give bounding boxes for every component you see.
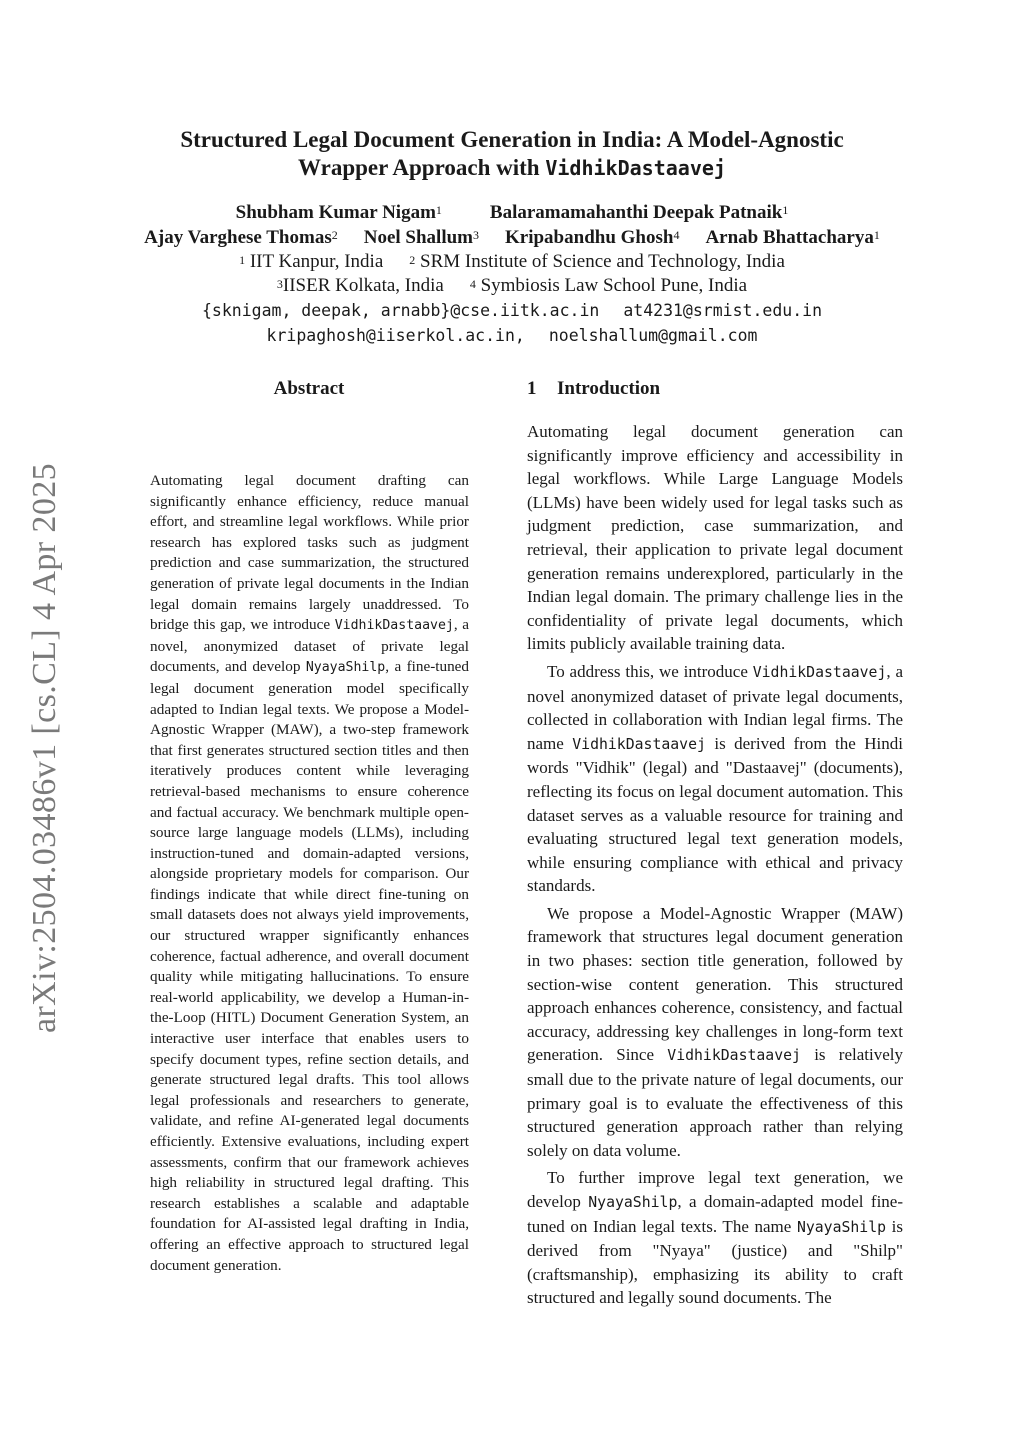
author-affiliation-mark: 2 — [331, 228, 338, 242]
abstract-text-part: Automating legal document drafting can significantly enhance efficiency, reduce manual effort, and streamline legal workflows. While prior research has explored tasks such as judgment prediction and case summarization, the structured generation of private legal documents in the Indian legal domain remains largely unaddressed. To bridge this gap, we introduce — [150, 472, 469, 634]
dataset-name: VidhikDastaavej — [334, 618, 454, 634]
email: at4231@srmist.edu.in — [623, 301, 823, 320]
introduction-paragraph-2 — [527, 660, 903, 898]
author-row-1 — [0, 200, 1024, 225]
affiliation: SRM Institute of Science and Technology, India — [420, 251, 785, 272]
affiliation-mark: 1 — [239, 253, 246, 267]
affiliation-row-1 — [0, 250, 1024, 274]
paragraph-text: , a domain-adapted model fine-tuned on Indian legal texts. The name — [527, 1192, 903, 1236]
introduction-body — [527, 420, 903, 1314]
author-affiliation-mark: 4 — [673, 228, 680, 242]
author-name: Shubham Kumar Nigam — [235, 202, 436, 223]
email: noelshallum@gmail.com — [548, 326, 758, 345]
paragraph-text: is derived from "Nyaya" (justice) and "Shilp" (craftsmanship), emphasizing its ability to craft structured and legally sound documents. The — [527, 1216, 903, 1308]
paragraph-text: is relatively small due to the private nature of legal documents, our primary goal is to evaluate the effectiveness of this structured generation approach rather than relying solely on data volume. — [527, 1045, 903, 1160]
title-dataset-name: VidhikDastaavej — [545, 156, 726, 180]
author-name: Kripabandhu Ghosh — [505, 227, 674, 248]
introduction-paragraph-4 — [527, 1166, 903, 1310]
arxiv-identifier: arXiv:2504.03486v1 [cs.CL] 4 Apr 2025 — [26, 462, 63, 1034]
dataset-name: VidhikDastaavej — [667, 1047, 801, 1065]
title-line-2-prefix: Wrapper Approach with — [298, 155, 546, 180]
abstract-heading: Abstract — [273, 378, 345, 399]
author-row-2 — [0, 225, 1024, 250]
affiliation: Symbiosis Law School Pune, India — [480, 275, 748, 296]
model-name: NyayaShilp — [796, 1218, 887, 1236]
email-row-1 — [0, 298, 1024, 323]
introduction-paragraph-3 — [527, 902, 903, 1163]
affiliation-mark: 3 — [276, 277, 283, 291]
section-number: 1 — [527, 378, 537, 399]
email: {sknigam, deepak, arnabb}@cse.iitk.ac.in — [201, 301, 600, 320]
author-affiliation-mark: 1 — [782, 203, 789, 217]
author-name: Ajay Varghese Thomas — [144, 227, 332, 248]
section-title: Introduction — [557, 378, 661, 399]
affiliation-row-2 — [0, 274, 1024, 298]
author-affiliation-mark: 3 — [473, 228, 479, 242]
title-line-2 — [0, 154, 1024, 182]
paragraph-text: is derived from the Hindi words "Vidhik" (legal) and "Dastaavej" (documents), reflecting its focus on legal document automation. This dataset serves as a valuable resource for training and evaluating structured legal text generation models, while ensuring compliance with ethical and privacy standards. — [527, 733, 903, 896]
paragraph-text: We propose a Model-Agnostic Wrapper (MAW) framework that structures legal document generation in two phases: section title generation, followed by section-wise content generation. This structured approach enhances coherence, consistency, and factual accuracy, addressing key challenges in long-form text generation. Since — [527, 903, 903, 1065]
paragraph-text: To address this, we introduce — [547, 661, 753, 681]
paragraph-text: , a novel anonymized dataset of private legal documents, collected in collaboration with Indian legal firms. The name — [527, 661, 904, 753]
author-name: Balaramamahanthi Deepak Patnaik — [489, 202, 783, 223]
affiliation: IIT Kanpur, India — [249, 251, 384, 272]
email: kripaghosh@iiserkol.ac.in, — [266, 326, 525, 345]
abstract-text — [150, 471, 469, 1276]
title-line-1: Structured Legal Document Generation in India: A Model-Agnostic — [180, 127, 844, 152]
abstract-text-part: , a fine-tuned legal document generation model specifically adapted to Indian legal texts. We propose a Model-Agnostic Wrapper (MAW), a two-step framework that first generates structured section titles and then iteratively produces content while leveraging retrieval-based mechanisms to ensure coherence and factual accuracy. We benchmark multiple open-source large language models (LLMs), including instruction-tuned and domain-adapted versions, alongside proprietary models for comparison. Our findings indicate that while direct fine-tuning on small datasets does not always yield improvements, our structured wrapper significantly enhances coherence, factual adherence, and overall document quality while mitigating hallucinations. To ensure real-world applicability, we develop a Human-in-the-Loop (HITL) Document Generation System, an interactive user interface that enables users to specify document types, refine section details, and generate structured legal drafts. This tool allows legal professionals and researchers to generate, validate, and refine AI-generated legal documents efficiently. Extensive evaluations, including expert assessments, confirm that our framework achieves high reliability in structured legal drafting. This research establishes a scalable and adaptable foundation for AI-assisted legal drafting in India, offering an effective approach to structured legal document generation. — [150, 658, 469, 1274]
introduction-paragraph-1: Automating legal document generation can significantly improve efficiency and accessibility in legal workflows. While Large Language Models (LLMs) have been widely used for legal tasks such as judgment prediction, case summarization, and retrieval, their application to private legal document generation remains underexplored, particularly in the Indian legal domain. The primary challenge lies in the confidentiality of private legal documents, which limits publicly available training data. — [527, 422, 903, 654]
author-affiliation-mark: 1 — [873, 228, 880, 242]
author-name: Noel Shallum — [363, 227, 473, 248]
author-block — [0, 200, 1024, 348]
section-heading-introduction — [527, 378, 660, 400]
affiliation: IISER Kolkata, India — [282, 275, 444, 296]
abstract-text-part: , a novel, anonymized dataset of private legal documents, and develop — [150, 616, 470, 676]
author-name: Arnab Bhattacharya — [705, 227, 874, 248]
model-name: NyayaShilp — [305, 660, 386, 676]
model-name: NyayaShilp — [588, 1194, 678, 1211]
dataset-name: VidhikDastaavej — [572, 735, 706, 753]
paragraph-text: To further improve legal text generation, we develop — [527, 1168, 903, 1211]
paper-title — [0, 126, 1024, 182]
affiliation-mark: 2 — [409, 253, 416, 267]
author-affiliation-mark: 1 — [435, 203, 442, 217]
email-row-2 — [0, 323, 1024, 348]
affiliation-mark: 4 — [469, 277, 476, 291]
dataset-name: VidhikDastaavej — [752, 663, 887, 681]
